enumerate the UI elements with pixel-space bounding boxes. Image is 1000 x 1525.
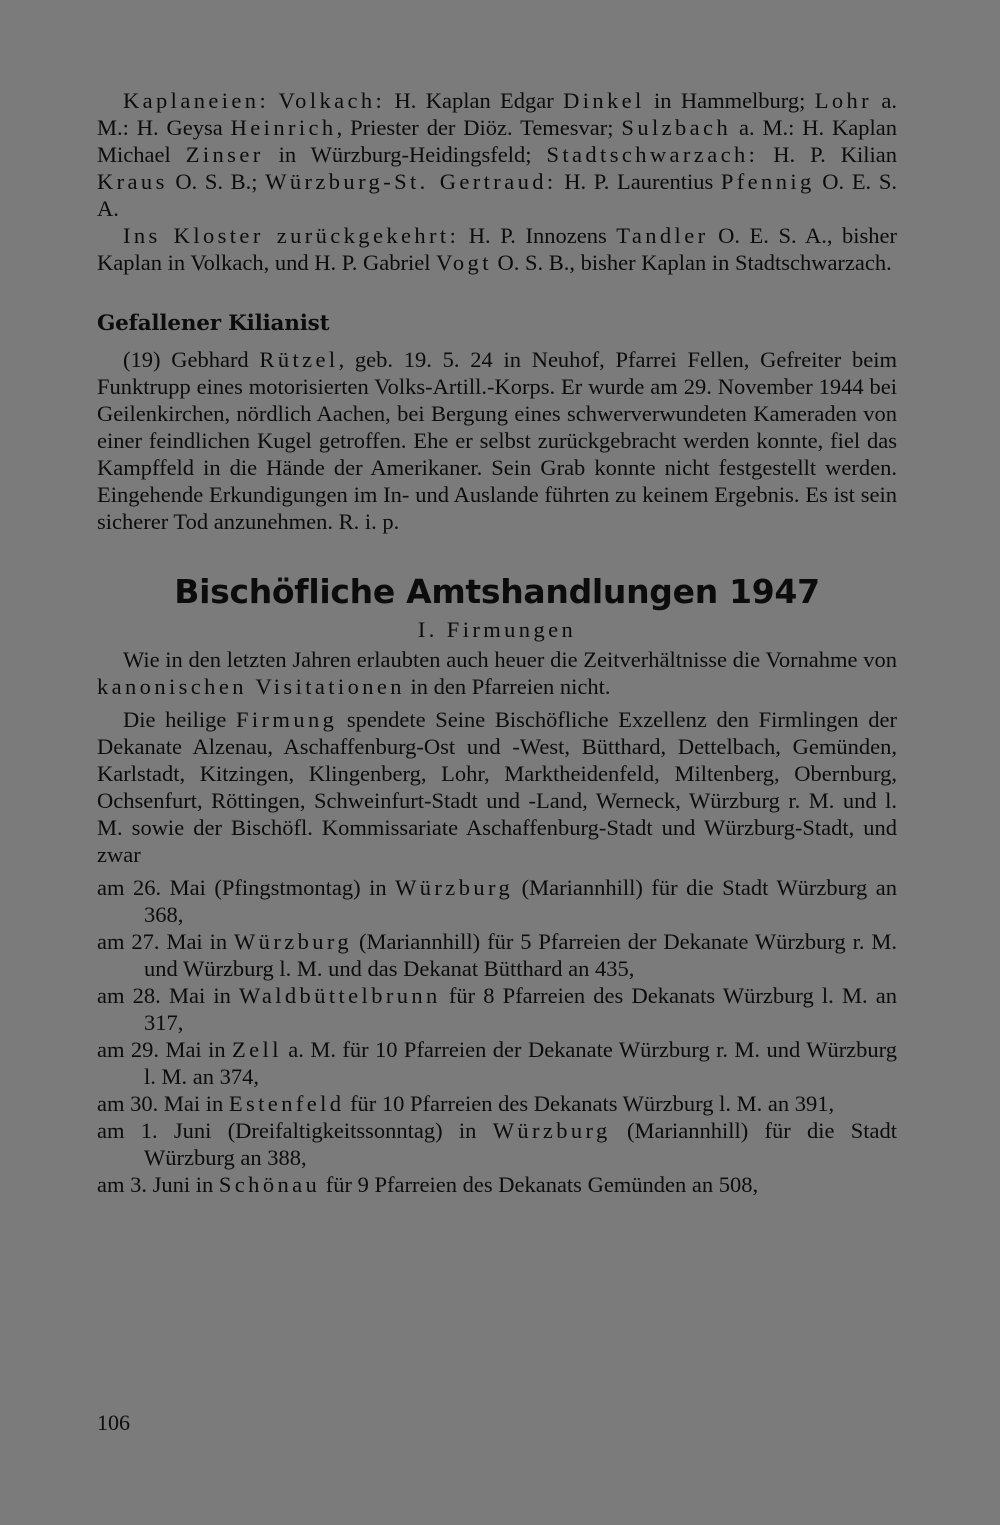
text-run: O. S. B., bisher Kaplan in Stadtschwarzach.: [491, 250, 892, 275]
text-run: (Mariannhill) für die Stadt Würzburg an 368,: [144, 875, 897, 927]
text-run: Die heilige: [123, 707, 236, 732]
text-run: für 10 Pfarreien des Dekanats Würzburg l. M. an 391,: [344, 1091, 835, 1116]
text-run: H. Kaplan Edgar: [385, 88, 564, 113]
subheading-firmungen: I. Firmungen: [417, 617, 577, 642]
place-name: Estenfeld: [228, 1091, 345, 1116]
text-run: , geb. 19. 5. 24 in Neuhof, Pfarrei Fellen, Gefreiter beim Funktrupp eines motorisierten Volks-Artill.-Korps. Er wurde am 29. November 1944 bei Geilenkirchen, nördlich Aachen, bei Bergung eines schwerverwundeten Kameraden von einer feindlichen Kugel getroffen. Ehe er selbst zurückgebracht werden konnte, fiel das Kampffeld in die Hände der Amerikaner. Sein Grab konnte nicht festgestellt werden. Eingehende Erkundigungen im In- und Auslande führten zu keinem Ergebnis. Es ist sein sicherer Tod anzunehmen. R. i. p.: [97, 347, 897, 534]
text-run: spendete Seine Bischöfliche Exzellenz den Firmlingen der Dekanate Alzenau, Aschaffenburg-Ost und -West, Bütthard, Dettelbach, Gemünden, Karlstadt, Kitzingen, Klingenberg, Lohr, Marktheidenfeld, Miltenberg, Obernburg, Ochsenfurt, Röttingen, Schweinfurt-Stadt und -Land, Werneck, Würzburg r. M. und l. M. sowie der Bischöfl. Kommissariate Aschaffenburg-Stadt und Würzburg-Stadt, und zwar: [97, 707, 897, 867]
text-run: a. M.: H. Kaplan Michael: [97, 115, 897, 167]
text-run: H. P. Laurentius: [556, 169, 721, 194]
text-run: a. M.: H. Geysa: [97, 88, 897, 140]
text-run: in Hammelburg;: [644, 88, 815, 113]
place-name: Würzburg: [395, 875, 514, 900]
name-tandler: Tandler: [616, 223, 709, 248]
place-name: Würzburg: [492, 1118, 611, 1143]
paragraph-firmung: [97, 706, 897, 868]
spaced-visitationen: kanonischen Visitationen: [97, 674, 405, 699]
section-amtshandlungen: [97, 570, 897, 1198]
paragraph-kaplaneien: [97, 87, 897, 222]
text-run: am 27. Mai in: [97, 929, 235, 954]
text-run: , Priester der Diöz. Temesvar;: [336, 115, 622, 140]
text-run: H. P. Innozens: [459, 223, 617, 248]
name-dinkel: Dinkel: [563, 88, 645, 113]
place-name: Schönau: [218, 1172, 321, 1197]
text-run: O. E. S. A., bisher Kaplan in Volkach, und H. P. Gabriel: [97, 223, 898, 275]
name-heinrich: Heinrich: [230, 115, 337, 140]
page-content: [97, 87, 897, 1198]
text-run: in den Pfarreien nicht.: [404, 674, 611, 699]
place-lohr: Lohr: [814, 88, 873, 113]
place-name: Zell: [232, 1037, 282, 1062]
text-run: am 26. Mai (Pfingstmontag) in: [97, 875, 396, 900]
list-item: [97, 874, 897, 928]
paragraph-visitationen: [97, 646, 897, 700]
firmung-list: [97, 874, 897, 1198]
list-item: [97, 1036, 897, 1090]
heading-amtshandlungen: Bischöfliche Amtshandlungen 1947: [174, 572, 820, 611]
name-ruetzel: Rützel: [259, 347, 339, 372]
text-run: (Mariannhill) für die Stadt Würzburg an 388,: [144, 1118, 897, 1170]
page-number: 106: [97, 1410, 130, 1435]
section-kaplaneien: [97, 87, 897, 276]
place-name: Würzburg: [234, 929, 353, 954]
text-run: Wie in den letzten Jahren erlaubten auch heuer die Zeitverhältnisse die Vornahme von: [123, 647, 897, 672]
text-run: für 9 Pfarreien des Dekanats Gemünden an 508,: [320, 1172, 759, 1197]
list-item: [97, 1117, 897, 1171]
text-run: O. E. S. A.: [97, 169, 897, 221]
list-item: [97, 982, 897, 1036]
spaced-firmung: Firmung: [235, 707, 338, 732]
paragraph-kloster: [97, 222, 897, 276]
text-run: am 28. Mai in: [97, 983, 240, 1008]
text-run: H. P. Kilian: [758, 142, 897, 167]
label-kaplaneien: Kaplaneien:: [123, 88, 270, 113]
list-item: [97, 928, 897, 982]
paragraph-ruetzel: [97, 346, 897, 535]
text-run: (19) Gebhard: [123, 347, 260, 372]
text-run: in Würzburg-Heidingsfeld;: [263, 142, 547, 167]
name-zinser: Zinser: [185, 142, 264, 167]
text-run: a. M. für 10 Pfarreien der Dekanate Würzburg r. M. und Würzburg l. M. an 374,: [144, 1037, 898, 1089]
text-run: am 3. Juni in: [97, 1172, 219, 1197]
list-item: [97, 1090, 897, 1117]
text-run: für 8 Pfarreien des Dekanats Würzburg l. M. an 317,: [144, 983, 897, 1035]
place-volkach: Volkach:: [278, 88, 386, 113]
place-stadtschwarzach: Stadtschwarzach:: [546, 142, 759, 167]
text-run: am 29. Mai in: [97, 1037, 233, 1062]
label-kloster: Ins Kloster zurückgekehrt:: [123, 223, 460, 248]
place-sulzbach: Sulzbach: [621, 115, 732, 140]
section-gefallener: [97, 310, 897, 535]
text-run: am 1. Juni (Dreifaltigkeitssonntag) in: [97, 1118, 493, 1143]
list-item: [97, 1171, 897, 1198]
text-run: O. S. B.;: [167, 169, 266, 194]
name-pfennig: Pfennig: [720, 169, 815, 194]
place-name: Waldbüttelbrunn: [239, 983, 441, 1008]
name-vogt: Vogt: [436, 250, 492, 275]
text-run: am 30. Mai in: [97, 1091, 229, 1116]
heading-gefallener-kilianist: Gefallener Kilianist: [97, 311, 330, 336]
name-kraus: Kraus: [97, 169, 168, 194]
text-run: (Mariannhill) für 5 Pfarreien der Dekanate Würzburg r. M. und Würzburg l. M. und das Dekanat Bütthard an 435,: [144, 929, 898, 981]
place-wuerzburg-st-gertraud: Würzburg-St. Gertraud:: [265, 169, 557, 194]
